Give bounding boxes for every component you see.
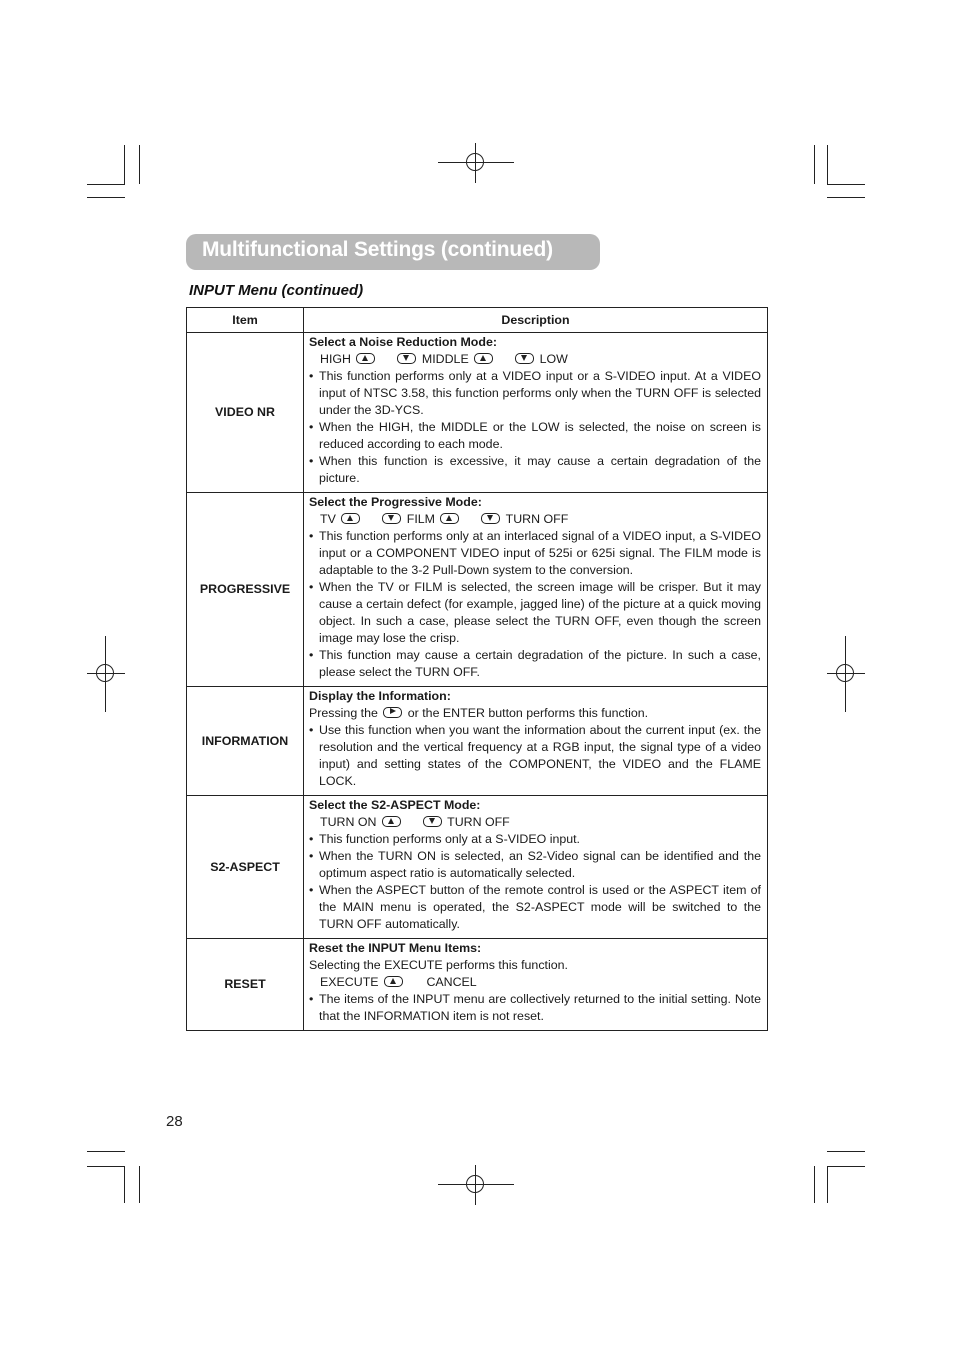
down-arrow-button-icon [382,513,401,524]
input-menu-table [186,307,768,1031]
option-line [309,511,761,528]
info-line-post: or the ENTER button performs this function. [407,706,649,720]
desc-title: Select the S2-ASPECT Mode: [309,798,481,812]
desc-reset [304,939,768,1031]
option-tv: TV [320,512,336,526]
bullet: • When the TV or FILM is selected, the screen image will be crisper. But it may cause a certain defect (for example, jagged line) of the picture at a quick moving object. In such a case, please select the TURN OFF, even though the screen image may lose the crisp. [309,579,761,647]
desc-title: Display the Information: [309,689,451,703]
item-information: INFORMATION [187,687,304,796]
info-line [309,705,761,722]
up-arrow-button-icon [356,353,375,364]
registration-mark-top [457,144,495,182]
option-execute: EXECUTE [320,975,379,989]
page-number: 28 [166,1113,183,1130]
desc-s2-aspect [304,796,768,939]
down-arrow-button-icon [481,513,500,524]
option-cancel: CANCEL [426,975,477,989]
bullet: • When this function is excessive, it may cause a certain degradation of the picture. [309,453,761,487]
bullet: • When the ASPECT button of the remote control is used or the ASPECT item of the MAIN menu is operated, the S2-ASPECT mode will be switched to the TURN OFF automatically. [309,882,761,933]
header-item: Item [187,308,304,333]
table-row-information [187,687,768,796]
up-arrow-button-icon [440,513,459,524]
option-low: LOW [539,352,568,366]
option-line [309,351,761,368]
bullet: • This function performs only at an interlaced signal of a VIDEO input, a S-VIDEO input or a COMPONENT VIDEO input of 525i or 625i signal. The FILM mode is adaptable to the 3-2 Pull-Down system to the conversion. [309,528,761,579]
bullet: • When the HIGH, the MIDDLE or the LOW is selected, the noise on screen is reduced according to each mode. [309,419,761,453]
menu-subtitle: INPUT Menu (continued) [189,282,364,299]
up-arrow-button-icon [384,976,403,987]
desc-title: Reset the INPUT Menu Items: [309,941,482,955]
bullet: • This function performs only at a VIDEO input or a S-VIDEO input. At a VIDEO input of NTSC 3.58, this function performs only when the TURN OFF is selected under the 3D-YCS. [309,368,761,419]
registration-mark-right [827,655,865,693]
down-arrow-button-icon [515,353,534,364]
item-s2-aspect: S2-ASPECT [187,796,304,939]
option-line [309,814,761,831]
option-turn-off: TURN OFF [447,815,510,829]
option-turn-off: TURN OFF [505,512,569,526]
right-arrow-button-icon [383,707,402,718]
bullet: • Use this function when you want the information about the current input (ex. the resolution and the vertical frequency at a RGB input, the signal type of a video input) and setting states of the COMPONENT, the VIDEO and the FLAME LOCK. [309,722,761,790]
up-arrow-button-icon [382,816,401,827]
option-high: HIGH [320,352,351,366]
desc-title: Select the Progressive Mode: [309,495,482,509]
desc-progressive [304,493,768,687]
down-arrow-button-icon [397,353,416,364]
table-row-reset [187,939,768,1031]
down-arrow-button-icon [423,816,442,827]
option-turn-on: TURN ON [320,815,377,829]
table-row-s2-aspect [187,796,768,939]
desc-title: Select a Noise Reduction Mode: [309,335,497,349]
option-line [309,974,761,991]
registration-mark-left [87,655,125,693]
item-reset: RESET [187,939,304,1031]
option-middle: MIDDLE [421,352,469,366]
bullet: • This function may cause a certain degradation of the picture. In such a case, please select the TURN OFF. [309,647,761,681]
desc-information [304,687,768,796]
bullet: • This function performs only at a S-VIDEO input. [309,831,761,848]
table-header-row [187,308,768,333]
up-arrow-button-icon [341,513,360,524]
item-video-nr: VIDEO NR [187,333,304,493]
bullet: • When the TURN ON is selected, an S2-Video signal can be identified and the optimum aspect ratio is automatically selected. [309,848,761,882]
reset-line: Selecting the EXECUTE performs this function. [309,958,568,972]
info-line-pre: Pressing the [309,706,378,720]
registration-mark-bottom [457,1166,495,1204]
item-progressive: PROGRESSIVE [187,493,304,687]
desc-video-nr [304,333,768,493]
option-film: FILM [406,512,435,526]
header-description: Description [304,308,768,333]
section-banner [186,234,600,270]
table-row-progressive [187,493,768,687]
page-title: Multifunctional Settings (continued) [202,238,553,261]
up-arrow-button-icon [474,353,493,364]
table-row-video-nr [187,333,768,493]
bullet: • The items of the INPUT menu are collectively returned to the initial setting. Note that the INFORMATION item is not reset. [309,991,761,1025]
